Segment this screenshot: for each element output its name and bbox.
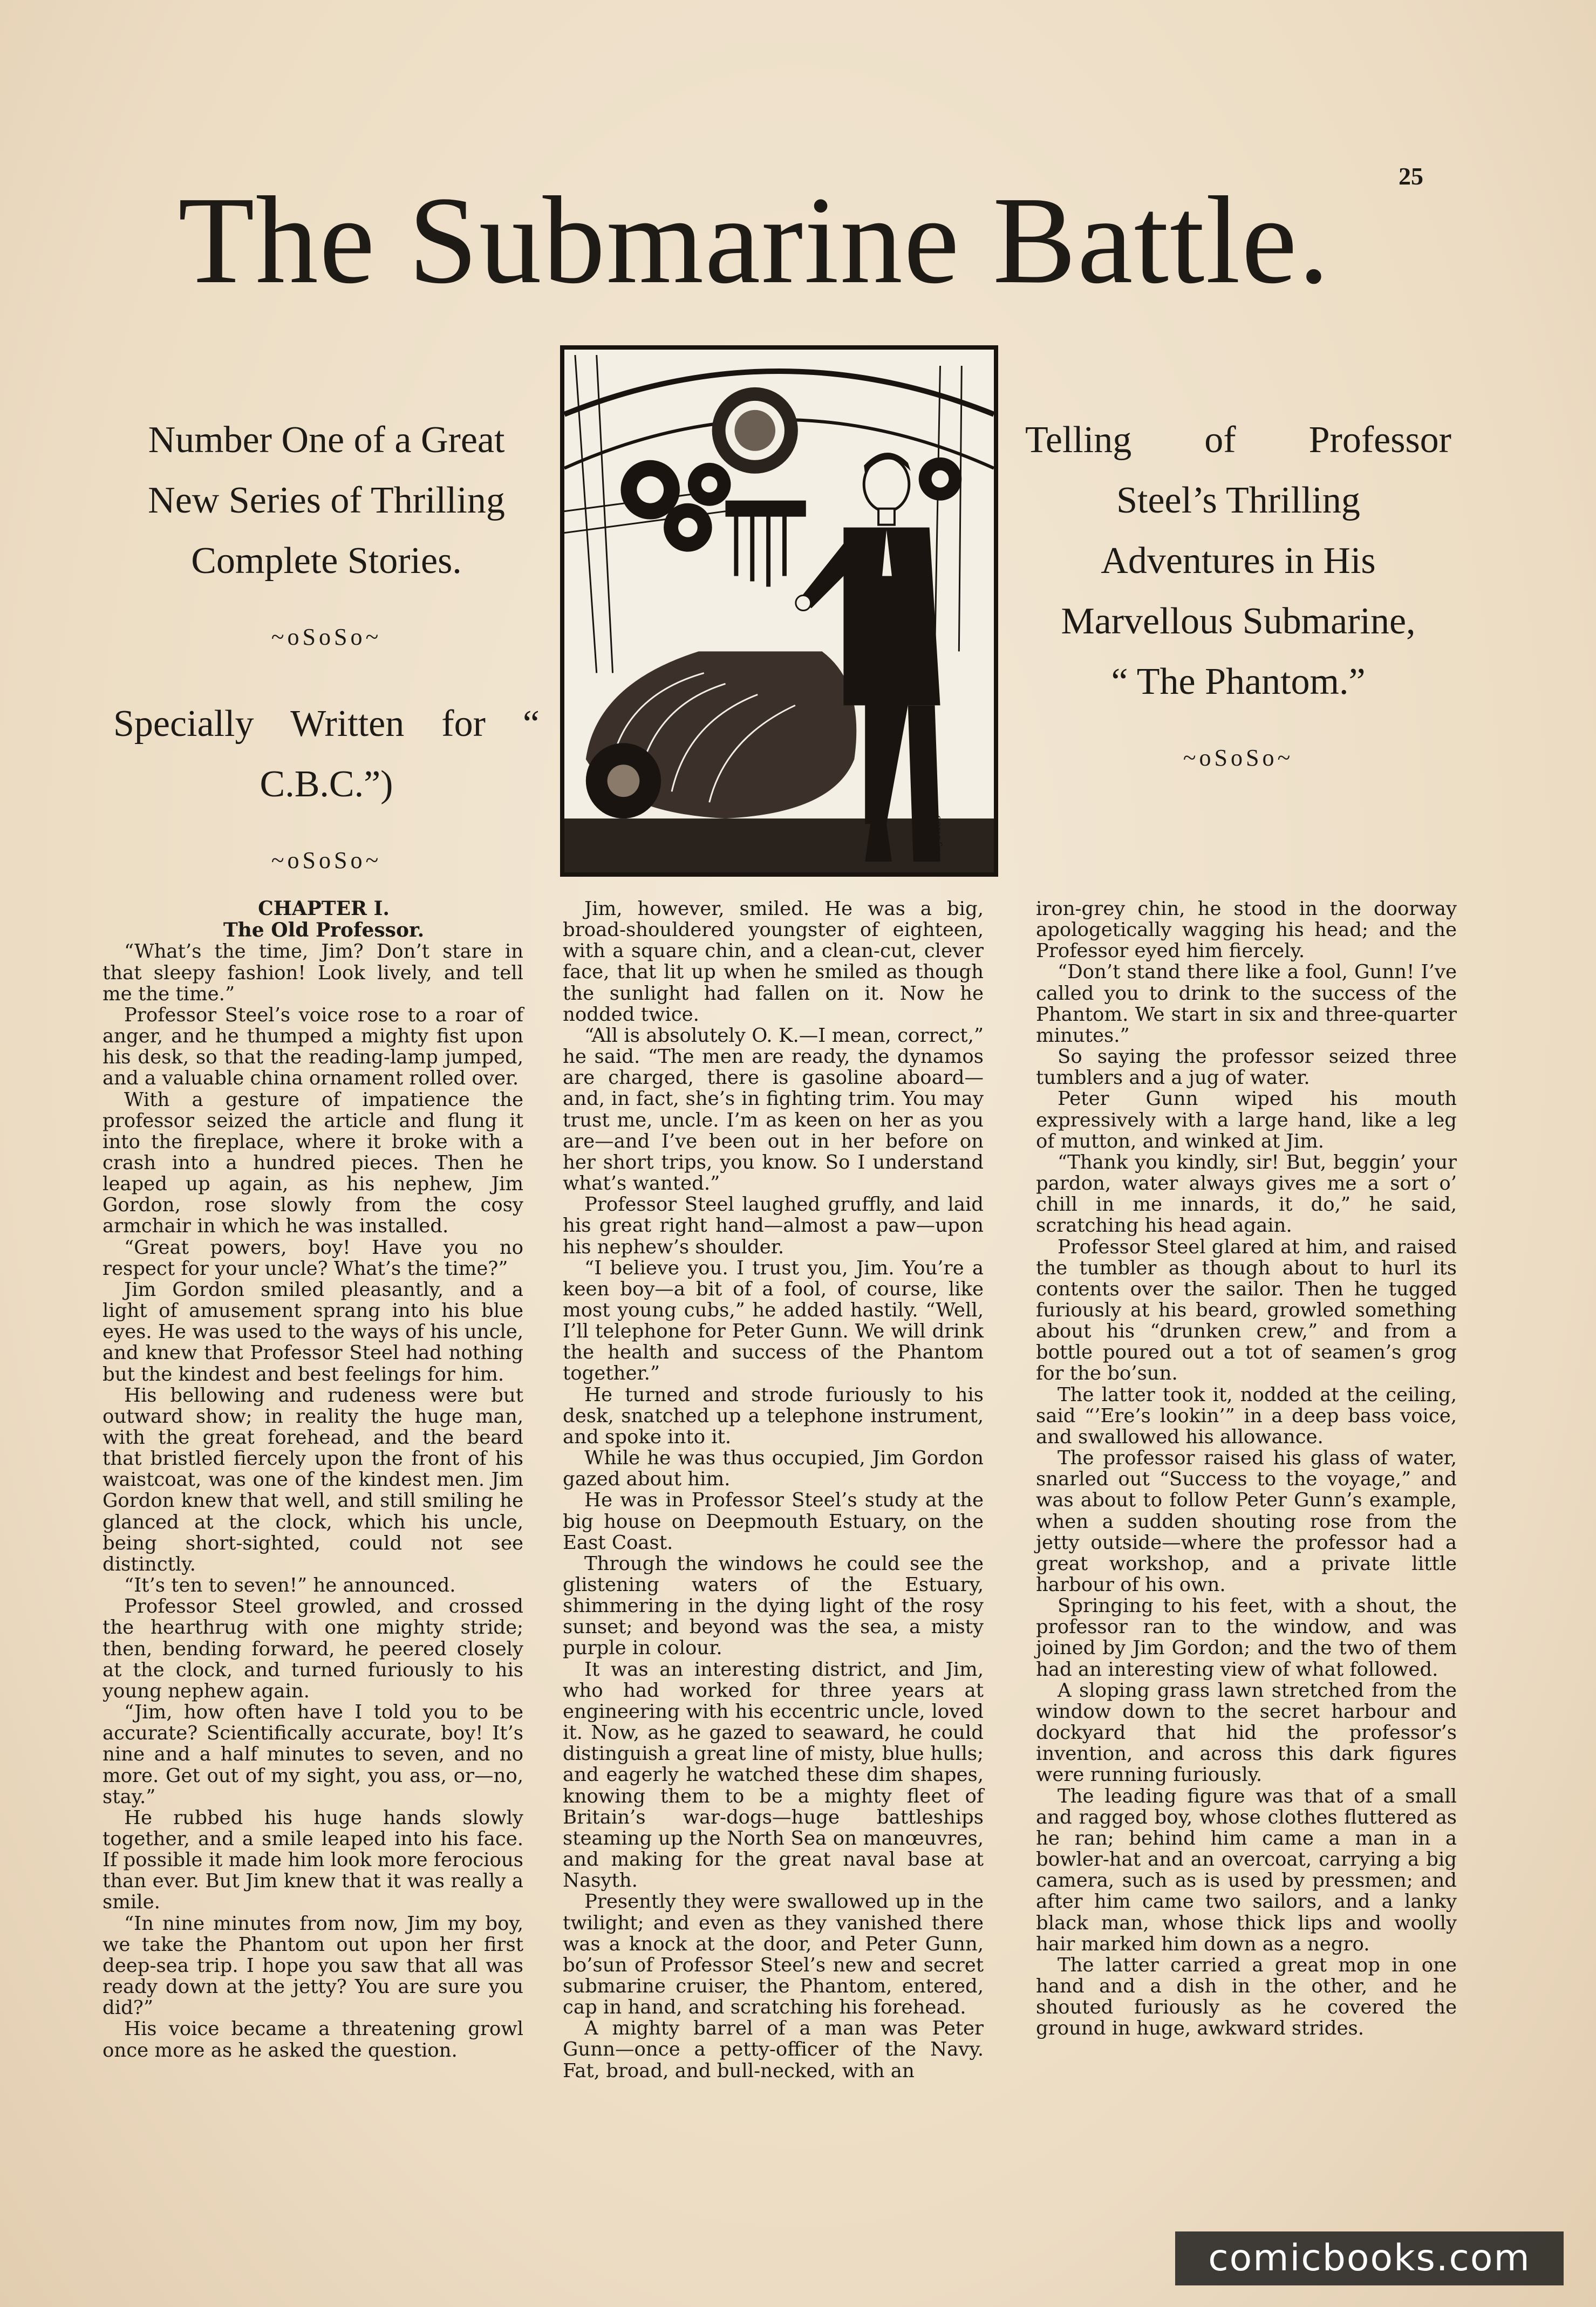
- ornament: ~oSoSo~: [271, 847, 382, 874]
- paragraph: Jim, however, smiled. He was a big, broad-shouldered youngster of eighteen, with a square chin, and a clean-cut, clever face, that lit up when he smiled as though the sunlight had fallen on it. Now he nodded twice.: [563, 898, 984, 1026]
- paragraph: A sloping grass lawn stretched from the window down to the secret harbour and dockyard that hid the professor’s invention, and across this dark figures were running furiously.: [1036, 1679, 1457, 1786]
- tagline-line: Steel’s Thrilling: [1116, 480, 1360, 521]
- chapter-title: The Old Professor.: [223, 918, 425, 941]
- intro-left: [113, 410, 540, 880]
- paragraph: So saying the professor seized three tumblers and a jug of water.: [1036, 1046, 1457, 1089]
- tagline-line: Marvellous Submarine,: [1061, 600, 1416, 642]
- story-title: The Submarine Battle.: [178, 171, 1331, 310]
- artist-signature: A.Jones: [930, 815, 943, 857]
- text-column-1: [103, 898, 523, 2061]
- paragraph: With a gesture of impatience the professor seized the article and flung it into the fireplace, where it broke with a crash into a hundred pieces. Then he leaped up again, as his nephew, Jim Gordon, rose slowly from the cosy armchair in which he was installed.: [103, 1088, 523, 1238]
- paragraph: His voice became a threatening growl once more as he asked the question.: [103, 2018, 523, 2062]
- series-line: Complete Stories.: [191, 540, 462, 582]
- paragraph: He was in Professor Steel’s study at the big house on Deepmouth Estuary, on the East Coast.: [563, 1489, 984, 1554]
- paragraph: The leading figure was that of a small and ragged boy, whose clothes fluttered as he ran; behind him came a man in a bowler-hat and an overcoat, carrying a big camera, such as is used by pressmen; and after him came two sailors, and a lanky black man, whose thick lips and woolly hair marked him down as a negro.: [1036, 1785, 1457, 1955]
- page-number: 25: [1399, 162, 1423, 190]
- paragraph: Professor Steel’s voice rose to a roar of anger, and he thumped a mighty fist upon his desk, so that the reading-lamp jumped, and a valuable china ornament rolled over.: [103, 1004, 523, 1090]
- paragraph: “Don’t stand there like a fool, Gunn! I’ve called you to drink to the success of the Phantom. We start in six and three-quarter minutes.”: [1036, 961, 1457, 1047]
- paragraph: Jim Gordon smiled pleasantly, and a light of amusement sprang into his blue eyes. He was used to the ways of his uncle, and knew that Professor Steel had nothing but the kindest and best feelings for him.: [103, 1278, 523, 1385]
- source-watermark: comicbooks.com: [1175, 2231, 1564, 2285]
- paragraph: His bellowing and rudeness were but outward show; in reality the huge man, with the great forehead, and the beard that bristled fiercely upon the front of his waistcoat, was one of the kindest men. Jim Gordon knew that well, and still smiling he glanced at the clock, which his uncle, being short-sighted, could not see distinctly.: [103, 1384, 523, 1575]
- paragraph: The latter took it, nodded at the ceiling, said “’Ere’s lookin’” in a deep bass voice, and swallowed his allowance.: [1036, 1383, 1457, 1448]
- tagline-line: “ The Phantom.”: [1111, 661, 1366, 702]
- paragraph: Peter Gunn wiped his mouth expressively with a large hand, like a leg of mutton, and winked at Jim.: [1036, 1088, 1457, 1152]
- paragraph: Professor Steel laughed gruffly, and laid his great right hand—almost a paw—upon his nephew’s shoulder.: [563, 1193, 984, 1258]
- ornament: ~oSoSo~: [271, 624, 382, 650]
- paragraph: It was an interesting district, and Jim, who had worked for three years at engineering with his eccentric uncle, loved it. Now, as he gazed to seaward, he could distinguish a great line of misty, blue hulls; and eagerly he watched these dim shapes, knowing them to be a mighty fleet of Britain’s war-dogs—huge battleships steaming up the North Sea on manœuvres, and making for the great naval base at Nasyth.: [563, 1658, 984, 1892]
- paragraph: Through the windows he could see the glistening waters of the Estuary, shimmering in the dying light of the rosy sunset; and beyond was the sea, a misty purple in colour.: [563, 1552, 984, 1660]
- intro-right: [1025, 410, 1451, 777]
- chapter-number: CHAPTER I.: [258, 897, 390, 920]
- paragraph: “Great powers, boy! Have you no respect for your uncle? What’s the time?”: [103, 1236, 523, 1280]
- paragraph: Presently they were swallowed up in the twilight; and even as they vanished there was a knock at the door, and Peter Gunn, bo’sun of Professor Steel’s new and secret submarine cruiser, the Phantom, entered, cap in hand, and scratching his forehead.: [563, 1890, 984, 2019]
- paragraph: The professor raised his glass of water, snarled out “Success to the voyage,” and was about to follow Peter Gunn’s example, when a sudden shouting rose from the jetty outside—where the professor had a great workshop, and a private little harbour of his own.: [1036, 1447, 1457, 1596]
- series-line: Number One of a Great: [148, 419, 505, 461]
- paragraph: Professor Steel growled, and crossed the hearthrug with one mighty stride; then, bending forward, he peered closely at the clock, and turned furiously to his young nephew again.: [103, 1595, 523, 1702]
- text-column-3: [1036, 898, 1457, 2039]
- paragraph: “In nine minutes from now, Jim my boy, we take the Phantom out upon her first deep-sea trip. I hope you saw that all was ready down at the jetty? You are sure you did?”: [103, 1912, 523, 2019]
- story-illustration: [560, 345, 998, 877]
- paragraph: “Thank you kindly, sir! But, beggin’ your pardon, water always gives me a sort o’ chill in me innards, it do,” he said, scratching his head again.: [1036, 1151, 1457, 1237]
- series-line: New Series of Thrilling: [148, 480, 505, 521]
- paragraph: “All is absolutely O. K.—I mean, correct,” he said. “The men are ready, the dynamos are charged, there is gasoline aboard—and, in fact, she’s in fighting trim. You may trust me, uncle. I’m as keen on her as you are—and I’ve been out in her before on her short trips, you know. So I understand what’s wanted.”: [563, 1024, 984, 1195]
- paragraph: A mighty barrel of a man was Peter Gunn—once a petty-officer of the Navy. Fat, broad, and bull-necked, with an: [563, 2017, 984, 2082]
- paragraph: “I believe you. I trust you, Jim. You’re a keen boy—a bit of a fool, of course, like most young cubs,” he added hastily. “Well, I’ll telephone for Peter Gunn. We will drink the health and success of the Phantom together.”: [563, 1257, 984, 1385]
- paragraph: “Jim, how often have I told you to be accurate? Scientifically accurate, boy! It’s nine and a half minutes to seven, and no more. Get out of my sight, you ass, or—no, stay.”: [103, 1701, 523, 1808]
- paragraph: While he was thus occupied, Jim Gordon gazed about him.: [563, 1447, 984, 1491]
- paragraph: He turned and strode furiously to his desk, snatched up a telephone instrument, and spoke into it.: [563, 1383, 984, 1448]
- paragraph: The latter carried a great mop in one hand and a dish in the other, and he shouted furiously as he covered the ground in huge, awkward strides.: [1036, 1954, 1457, 2040]
- tagline-line: Telling of Professor: [1025, 419, 1451, 461]
- paragraph: Professor Steel glared at him, and raised the tumbler as though about to hurl its contents over the sailor. Then he tugged furiously at his beard, growled something about his “drunken crew,” and from a bottle poured out a tot of seamen’s grog for the bo’sun.: [1036, 1236, 1457, 1385]
- ornament: ~oSoSo~: [1183, 745, 1294, 771]
- tagline-line: Adventures in His: [1101, 540, 1376, 582]
- paragraph: He rubbed his huge hands slowly together, and a smile leaped into his face. If possible it made him look more ferocious than ever. But Jim knew that it was really a smile.: [103, 1806, 523, 1914]
- byline: Specially Written for “ C.B.C.”): [113, 703, 540, 806]
- paragraph: “What’s the time, Jim? Don’t stare in that sleepy fashion! Look lively, and tell me the time.”: [103, 940, 523, 1005]
- paragraph: iron-grey chin, he stood in the doorway apologetically wagging his head; and the Professor eyed him fiercely.: [1036, 898, 1457, 963]
- paragraph: Springing to his feet, with a shout, the professor ran to the window, and was joined by Jim Gordon; and the two of them had an interesting view of what followed.: [1036, 1595, 1457, 1681]
- text-column-2: [563, 898, 984, 2081]
- paragraph: “It’s ten to seven!” he announced.: [124, 1574, 456, 1597]
